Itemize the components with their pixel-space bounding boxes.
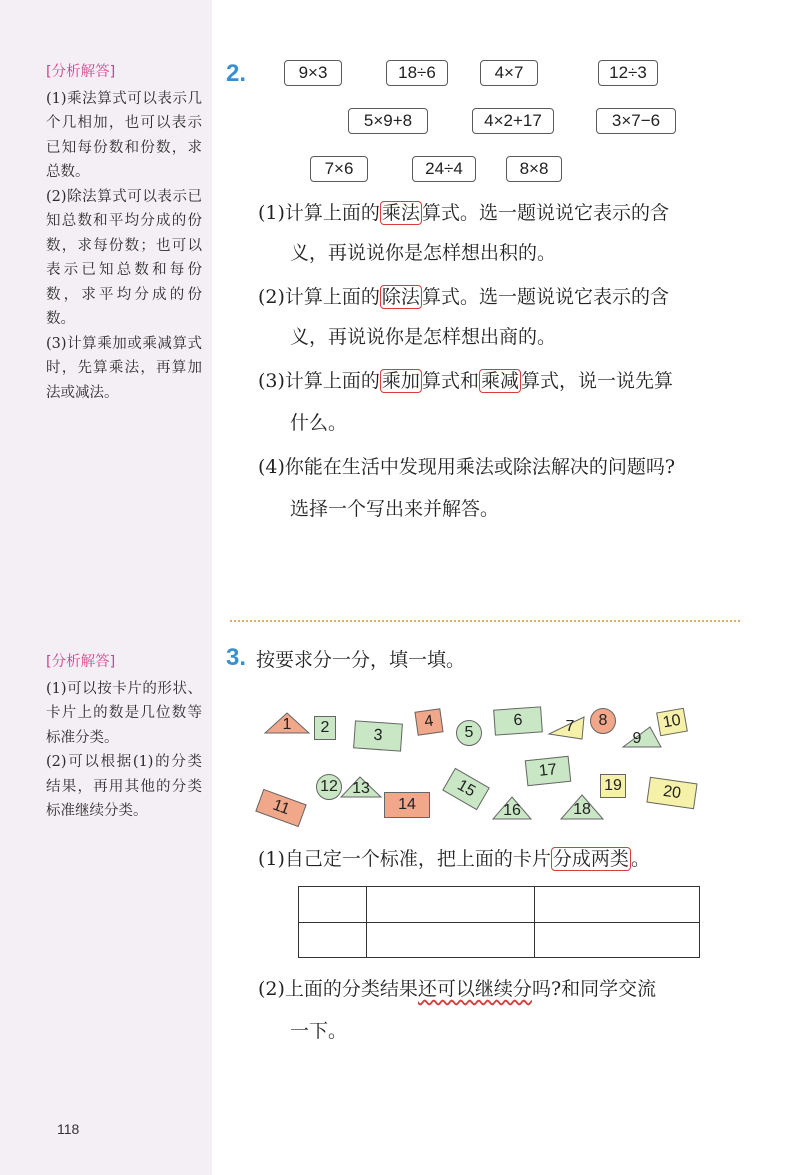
card-5: 5 — [456, 720, 482, 746]
question-3-title: 按要求分一分，填一填。 — [256, 649, 466, 671]
card-17: 17 — [525, 756, 571, 786]
table-cell[interactable] — [535, 887, 700, 923]
q2-part1-line2: 义，再说说你是怎样想出积的。 — [290, 242, 557, 264]
question-3-number: 3. — [226, 644, 247, 671]
highlight-box: 乘减 — [480, 370, 519, 392]
q2-part1-line1: (1)计算上面的 乘法 算式。选一题说说它表示的含 — [258, 202, 669, 224]
card-14: 14 — [384, 792, 430, 818]
card-8: 8 — [590, 708, 616, 734]
section-divider — [230, 620, 740, 622]
analysis-para: (2)除法算式可以表示已知总数和平均分成的份数，求每份数；也可以表示已知总数和每份数，求平均分成的份数。 — [46, 188, 202, 327]
q2-part3-line2: 什么。 — [290, 412, 348, 434]
expression-card: 5×9+8 — [348, 108, 428, 134]
page-number: 118 — [57, 1121, 80, 1137]
card-12: 12 — [316, 774, 342, 800]
analysis-para: (1)乘法算式可以表示几个几相加，也可以表示已知每份数和份数，求总数。 — [46, 90, 202, 180]
sidebar — [0, 0, 212, 1175]
card-7: 7 — [565, 718, 575, 735]
question-2-number: 2. — [226, 60, 247, 87]
card-15: 15 — [442, 768, 490, 811]
classification-table — [298, 886, 700, 958]
highlight-box: 乘法 — [381, 202, 420, 224]
card-18: 18 — [573, 801, 591, 818]
analysis-para: (1)可以按卡片的形状、卡片上的数是几位数等标准分类。 — [46, 680, 202, 746]
analysis-para: (3)计算乘加或乘减算式时，先算乘法，再算加法或减法。 — [46, 335, 202, 401]
card-10: 10 — [656, 708, 688, 736]
analysis-para: (2)可以根据(1)的分类结果，再用其他的分类标准继续分类。 — [46, 754, 202, 819]
card-19: 19 — [600, 774, 626, 798]
expression-card: 24÷4 — [412, 156, 476, 182]
highlight-box: 乘加 — [381, 370, 420, 392]
table-cell[interactable] — [299, 887, 367, 923]
q3-part1-line: (1)自己定一个标准，把上面的卡片 分成两类 。 — [258, 848, 650, 870]
expression-card: 3×7−6 — [596, 108, 676, 134]
wavy-underline: 还可以继续分 — [417, 978, 532, 1000]
q3-part2-line2: 一下。 — [290, 1020, 348, 1042]
card-11: 11 — [255, 789, 306, 827]
expression-card: 12÷3 — [598, 60, 658, 86]
analysis-block-2 — [46, 650, 202, 824]
card-16: 16 — [503, 802, 521, 819]
analysis-heading-1: [分析解答] — [46, 64, 116, 80]
card-1: 1 — [282, 716, 292, 733]
q2-part4-line2: 选择一个写出来并解答。 — [290, 498, 500, 520]
q2-part2-line1: (2)计算上面的 除法 算式。选一题说说它表示的含 — [258, 286, 669, 308]
expression-card: 4×7 — [480, 60, 538, 86]
table-cell[interactable] — [299, 922, 367, 958]
q2-part4-line1: (4)你能在生活中发现用乘法或除法解决的问题吗? — [258, 456, 676, 478]
q2-part3-line1: (3)计算上面的 乘加 算式和 乘减 算式，说一说先算 — [258, 370, 673, 392]
table-cell[interactable] — [367, 922, 535, 958]
expression-card: 8×8 — [506, 156, 562, 182]
card-4: 4 — [414, 708, 443, 735]
expression-card: 7×6 — [310, 156, 368, 182]
card-9: 9 — [632, 730, 642, 747]
table-cell[interactable] — [367, 887, 535, 923]
card-20: 20 — [646, 777, 697, 809]
card-3: 3 — [353, 720, 403, 751]
table-cell[interactable] — [535, 922, 700, 958]
expression-card: 18÷6 — [386, 60, 448, 86]
highlight-box: 除法 — [381, 286, 420, 308]
analysis-heading-2: [分析解答] — [46, 654, 116, 670]
card-2: 2 — [314, 716, 336, 740]
expression-card: 4×2+17 — [472, 108, 554, 134]
q2-part2-line2: 义，再说说你是怎样想出商的。 — [290, 326, 557, 348]
highlight-box: 分成两类 — [552, 848, 629, 870]
card-6: 6 — [493, 706, 543, 735]
analysis-block-1 — [46, 60, 202, 405]
q3-part2-line1: (2)上面的分类结果还可以继续分吗?和同学交流 — [258, 978, 657, 1000]
card-13: 13 — [352, 780, 370, 797]
expression-card: 9×3 — [284, 60, 342, 86]
